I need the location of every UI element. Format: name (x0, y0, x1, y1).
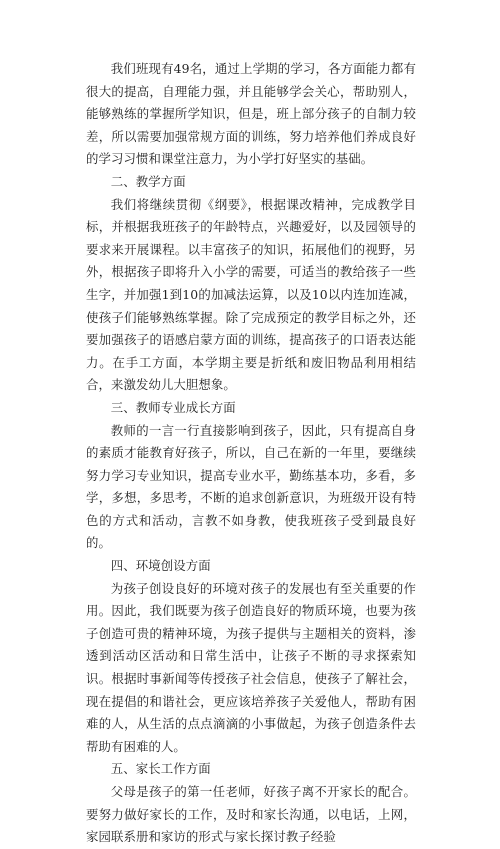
paragraph-environment: 为孩子创设良好的环境对孩子的发展也有至关重要的作用。因此，我们既要为孩子创造良好的物质环境，也要为孩子创造可贵的精神环境，为孩子提供与主题相关的资料，渗透到活动区活动和日常生活中，让孩子不断的寻求探索知识。根据时事新闻等传授孩子社会信息，使孩子了解社会，现在提倡的和谐社会，更应该培养孩子关爱他人，帮助有困难的人，从生活的点点滴滴的小事做起，为孩子创造条件去帮助有困难的人。 (86, 580, 416, 754)
paragraph-parent-work: 父母是孩子的第一任老师，好孩子离不开家长的配合。要努力做好家长的工作，及时和家长沟通，以电话，上网，家园联系册和家访的形式与家长探讨教子经验 (86, 784, 416, 845)
paragraph-class-overview: 我们班现有49名，通过上学期的学习，各方面能力都有很大的提高，自理能力强，并且能够学会关心，帮助别人，能够熟练的掌握所学知识，但是，班上部分孩子的自制力较差，所以需要加强常规方面的训练，努力培养他们养成良好的学习习惯和课堂注意力，为小学打好坚实的基础。 (86, 61, 416, 167)
section-heading-parent-work: 五、家长工作方面 (110, 761, 211, 777)
section-heading-teaching: 二、教学方面 (110, 173, 186, 189)
section-heading-environment: 四、环境创设方面 (110, 558, 211, 574)
section-heading-teacher-growth: 三、教师专业成长方面 (110, 399, 236, 415)
document-body (86, 58, 416, 849)
paragraph-teaching: 我们将继续贯彻《纲要》，根据课改精神，完成教学目标，并根据我班孩子的年龄特点，兴趣爱好，以及园领导的要求来开展课程。以丰富孩子的知识，拓展他们的视野，另外，根据孩子即将升入小学的需要，可适当的教给孩子一些生字，并加强1到10的加减法运算，以及10以内连加连减，使孩子们能够熟练掌握。除了完成预定的教学目标之外，还要加强孩子的语感启蒙方面的训练，提高孩子的口语表达能力。在手工方面，本学期主要是折纸和废旧物品利用相结合，来激发幼儿大胆想象。 (86, 196, 416, 393)
paragraph-teacher-growth: 教师的一言一行直接影响到孩子，因此，只有提高自身的素质才能教育好孩子，所以，自己在新的一年里，要继续努力学习专业知识，提高专业水平，勤练基本功，多看，多学，多想，多思考，不断的追求创新意识，为班级开设有特色的方式和活动，言教不如身教，使我班孩子受到最良好的。 (86, 422, 416, 551)
